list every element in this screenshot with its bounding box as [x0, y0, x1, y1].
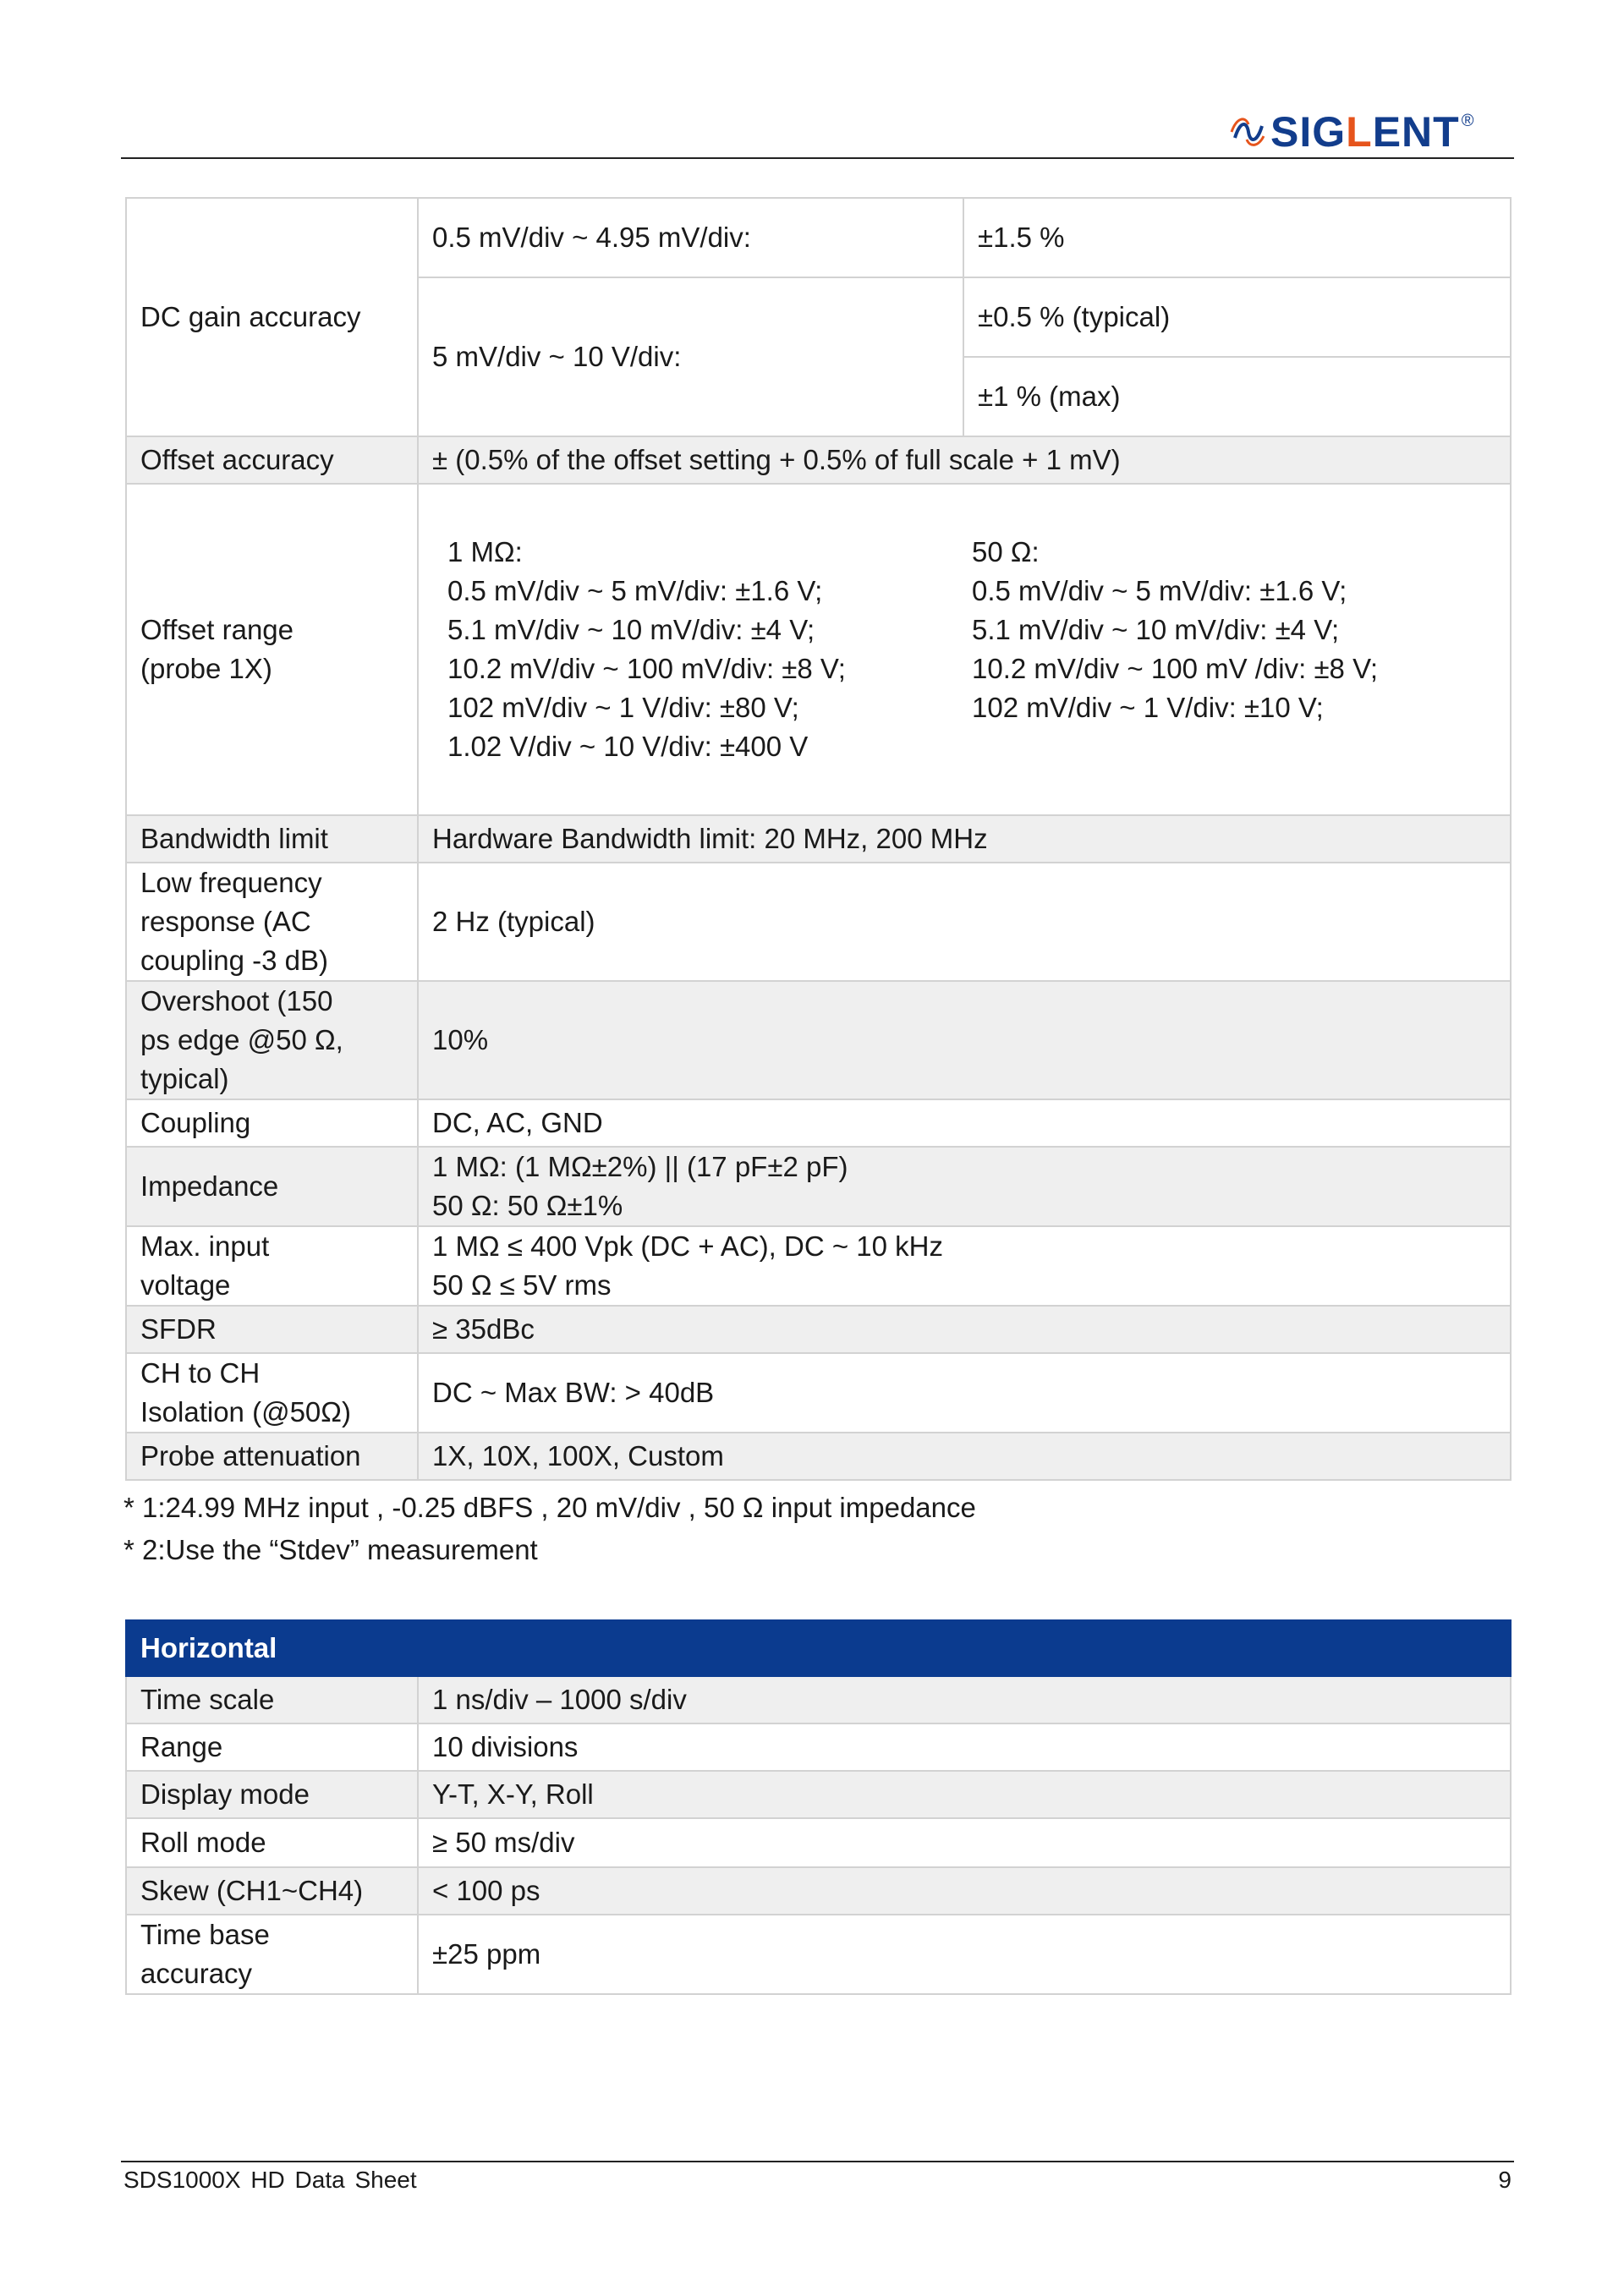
- spec-table-vertical: [125, 197, 1512, 1481]
- sfdr-label: SFDR: [126, 1306, 418, 1353]
- overshoot-value: 10%: [418, 981, 1511, 1099]
- time-base-value: ±25 ppm: [418, 1915, 1511, 1994]
- bandwidth-limit-value: Hardware Bandwidth limit: 20 MHz, 200 MHz: [418, 815, 1511, 863]
- isolation-value: DC ~ Max BW: > 40dB: [418, 1353, 1511, 1433]
- dc-gain-value2b: ±1 % (max): [963, 357, 1511, 436]
- registered-mark: ®: [1461, 112, 1474, 130]
- offset-accuracy-value: ± (0.5% of the offset setting + 0.5% of full scale + 1 mV): [418, 436, 1511, 484]
- dc-gain-range1: 0.5 mV/div ~ 4.95 mV/div:: [418, 198, 963, 277]
- dc-gain-label: DC gain accuracy: [126, 198, 418, 436]
- section-title-horizontal: Horizontal: [126, 1620, 1511, 1676]
- footer-doc-title: SDS1000X HD Data Sheet: [123, 2167, 417, 2193]
- header-rule: [121, 157, 1514, 159]
- offset-accuracy-label: Offset accuracy: [126, 436, 418, 484]
- probe-attenuation-value: 1X, 10X, 100X, Custom: [418, 1433, 1511, 1480]
- low-frequency-label: Low frequency response (AC coupling -3 dB): [126, 863, 418, 981]
- roll-mode-value: ≥ 50 ms/div: [418, 1818, 1511, 1867]
- offset-range-label: Offset range (probe 1X): [126, 484, 418, 815]
- siglent-wave-icon: [1228, 112, 1267, 151]
- max-input-label: Max. input voltage: [126, 1226, 418, 1306]
- range-label: Range: [126, 1723, 418, 1771]
- page-number: 9: [1498, 2167, 1512, 2193]
- dc-gain-value1: ±1.5 %: [963, 198, 1511, 277]
- footnote-2: * 2:Use the “Stdev” measurement: [123, 1534, 538, 1565]
- low-frequency-value: 2 Hz (typical): [418, 863, 1511, 981]
- bandwidth-limit-label: Bandwidth limit: [126, 815, 418, 863]
- dc-gain-range2: 5 mV/div ~ 10 V/div:: [418, 277, 963, 436]
- max-input-value: 1 MΩ ≤ 400 Vpk (DC + AC), DC ~ 10 kHz 50 Ω ≤ 5V rms: [418, 1226, 1511, 1306]
- coupling-value: DC, AC, GND: [418, 1099, 1511, 1147]
- skew-label: Skew (CH1~CH4): [126, 1867, 418, 1915]
- offset-range-values: [418, 484, 1511, 815]
- impedance-value: 1 MΩ: (1 MΩ±2%) || (17 pF±2 pF) 50 Ω: 50 Ω±1%: [418, 1147, 1511, 1226]
- dc-gain-value2a: ±0.5 % (typical): [963, 277, 1511, 357]
- footer-rule: [121, 2161, 1514, 2162]
- probe-attenuation-label: Probe attenuation: [126, 1433, 418, 1480]
- logo-wordmark: SIGLENT: [1270, 108, 1460, 156]
- time-scale-label: Time scale: [126, 1676, 418, 1723]
- range-value: 10 divisions: [418, 1723, 1511, 1771]
- isolation-label: CH to CH Isolation (@50Ω): [126, 1353, 418, 1433]
- time-base-label: Time base accuracy: [126, 1915, 418, 1994]
- sfdr-value: ≥ 35dBc: [418, 1306, 1511, 1353]
- impedance-label: Impedance: [126, 1147, 418, 1226]
- roll-mode-label: Roll mode: [126, 1818, 418, 1867]
- offset-range-1mohm: 1 MΩ: 0.5 mV/div ~ 5 mV/div: ±1.6 V; 5.1 mV/div ~ 10 mV/div: ±4 V; 10.2 mV/div ~ 100 mV/div: ±8 V; 102 mV/div ~ 1 V/div: ±80 V; 1.02 V/div ~ 10 V/div: ±400 V: [447, 536, 846, 762]
- display-mode-value: Y-T, X-Y, Roll: [418, 1771, 1511, 1818]
- footnotes: [123, 1487, 976, 1571]
- footnote-1: * 1:24.99 MHz input , -0.25 dBFS , 20 mV/div , 50 Ω input impedance: [123, 1492, 976, 1523]
- spec-table-horizontal: [125, 1619, 1512, 1995]
- display-mode-label: Display mode: [126, 1771, 418, 1818]
- overshoot-label: Overshoot (150 ps edge @50 Ω, typical): [126, 981, 418, 1099]
- coupling-label: Coupling: [126, 1099, 418, 1147]
- offset-range-50ohm: 50 Ω: 0.5 mV/div ~ 5 mV/div: ±1.6 V; 5.1 mV/div ~ 10 mV/div: ±4 V; 10.2 mV/div ~ 100 mV /div: ±8 V; 102 mV/div ~ 1 V/div: ±10 V;: [972, 536, 1379, 723]
- siglent-logo: [1228, 107, 1473, 157]
- skew-value: < 100 ps: [418, 1867, 1511, 1915]
- time-scale-value: 1 ns/div – 1000 s/div: [418, 1676, 1511, 1723]
